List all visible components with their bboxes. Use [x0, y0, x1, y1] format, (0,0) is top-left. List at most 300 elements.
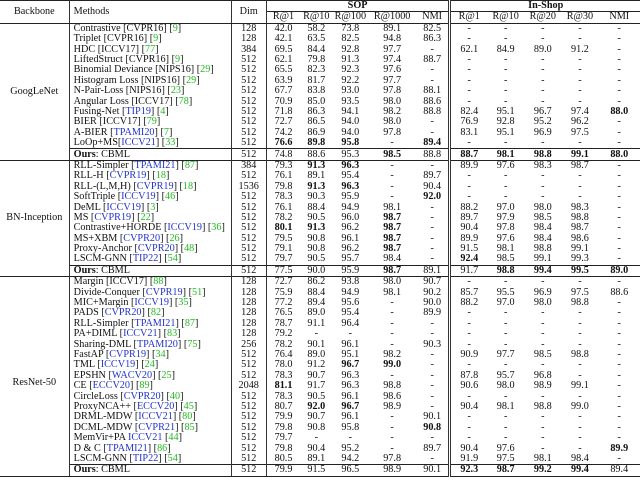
sop-value-cell: 90.7	[416, 277, 450, 288]
sop-value-cell: 74.2	[274, 126, 293, 138]
reference-link[interactable]: 75	[187, 338, 198, 350]
method-name: Divide-Conquer	[73, 286, 143, 298]
method-cell-ours	[69, 465, 231, 476]
bracket: ]	[177, 452, 182, 464]
inshop-value-cell: 90.9	[450, 350, 487, 360]
sop-value-cell: -	[430, 369, 434, 381]
inshop-value-cell: 98.1	[533, 452, 552, 464]
sop-value-cell: 95.6	[341, 297, 360, 309]
inshop-value-cell: -	[617, 137, 621, 149]
inshop-value-cell: -	[503, 33, 508, 45]
sop-value-cell: -	[390, 170, 394, 182]
venue-link[interactable]: TPAMI21	[134, 317, 176, 329]
backbone-cell: ResNet-50	[0, 277, 69, 476]
sop-value-cell: 76.1	[274, 201, 293, 213]
venue-link[interactable]: ICCV19	[121, 191, 156, 203]
dim-cell: 512	[231, 371, 266, 381]
venue-link[interactable]: TIP19	[125, 106, 151, 117]
sop-value-cell: -	[390, 297, 394, 309]
inshop-value-cell: -	[617, 348, 621, 360]
inshop-value-cell: 97.6	[487, 160, 524, 171]
sop-value-cell: 80.7	[274, 400, 293, 412]
sop-value-cell: -	[430, 74, 434, 86]
inshop-value-cell: -	[450, 360, 487, 370]
bracket: [	[165, 432, 169, 444]
sop-col-header: NMI	[416, 12, 450, 23]
dim-cell: 128	[231, 277, 266, 288]
reference-link[interactable]: 86	[157, 442, 168, 454]
venue-link[interactable]: CVPR19	[145, 286, 183, 298]
inshop-value-cell: -	[450, 138, 487, 149]
sop-value-cell: 90.8	[307, 243, 326, 255]
sop-value-cell: 90.2	[423, 286, 442, 298]
sop-value-cell: -	[390, 180, 394, 192]
sop-value-cell: -	[430, 222, 434, 234]
sop-value-cell: 90.5	[307, 211, 326, 223]
dim-cell: 128	[231, 298, 266, 308]
inshop-value-cell: 95.5	[496, 286, 515, 298]
sop-value-cell: 70.9	[274, 95, 293, 107]
bracket: [	[164, 452, 168, 464]
sop-value-cell: -	[430, 243, 434, 255]
inshop-value-cell: -	[487, 277, 524, 288]
sop-value-cell: 90.8	[423, 421, 442, 433]
sop-value-cell: 89.1	[383, 22, 402, 34]
bracket: [	[135, 380, 140, 392]
bracket: ]	[163, 276, 167, 288]
method-name: Fusing-Net	[73, 106, 123, 117]
sop-value-cell: 89.0	[307, 348, 326, 360]
sop-value-cell: -	[430, 380, 434, 392]
inshop-value-cell: -	[617, 359, 621, 371]
reference-link[interactable]: 45	[183, 400, 194, 412]
inshop-value-cell: -	[617, 95, 621, 107]
bracket: [	[120, 390, 124, 402]
venue-link[interactable]: CVPR20	[123, 232, 161, 244]
sop-value-cell: 97.8	[383, 85, 402, 97]
bracket: ]	[158, 253, 162, 265]
bracket: ]	[180, 54, 184, 66]
reference-link[interactable]: 80	[182, 411, 193, 423]
bracket: [	[143, 116, 147, 128]
inshop-value-cell: -	[541, 328, 545, 340]
dim-cell: 512	[231, 86, 266, 96]
bracket: [	[129, 452, 133, 464]
venue-link[interactable]: ECCV20	[136, 400, 175, 412]
reference-link[interactable]: 26	[169, 232, 180, 244]
bracket: ]	[157, 328, 162, 340]
reference-link[interactable]: 34	[155, 348, 166, 360]
venue-link[interactable]: TIP22	[132, 452, 159, 464]
inshop-value-cell: 97.4	[571, 106, 589, 117]
reference-link[interactable]: 77	[144, 43, 156, 55]
dim-cell: 512	[231, 433, 266, 443]
venue-link[interactable]: CVPR20	[137, 243, 175, 255]
method-name: RLL-(L,M,H)	[73, 180, 134, 192]
sop-value-cell: 72.7	[274, 116, 293, 128]
dim-cell: 512	[231, 138, 266, 149]
venue-link[interactable]: CVPR20	[104, 307, 142, 319]
inshop-value-cell: -	[578, 328, 582, 340]
reference-link[interactable]: 79	[146, 116, 157, 128]
method-name: MS	[73, 211, 91, 223]
bracket: ]	[182, 286, 187, 298]
sop-value-cell: 81.7	[307, 74, 326, 86]
dim-cell: 512	[231, 223, 266, 233]
sop-value-cell: 90.7	[307, 369, 326, 381]
bracket: ]	[177, 328, 181, 340]
reference-link[interactable]: 4	[160, 106, 166, 117]
reference-link[interactable]: 18	[155, 170, 166, 182]
bracket: ]	[146, 348, 150, 360]
bracket: [	[153, 442, 158, 454]
sop-value-cell: 80.1	[274, 222, 293, 234]
bracket: [	[141, 43, 145, 55]
inshop-value-cell: -	[450, 192, 487, 202]
venue-label: [CVPR16]	[103, 33, 148, 45]
inshop-value-cell: -	[617, 390, 621, 402]
inshop-value-cell: -	[503, 338, 508, 350]
reference-link[interactable]: 85	[184, 421, 195, 433]
method-name: RLL-H	[73, 170, 107, 182]
venue-link[interactable]: ICCV21	[138, 411, 173, 423]
reference-link[interactable]: 87	[184, 317, 195, 329]
bracket: [	[175, 95, 179, 107]
bracket: ]	[165, 348, 169, 360]
sop-value-cell: 97.8	[383, 452, 402, 464]
sop-value-cell: 98.8	[383, 380, 402, 392]
bracket: ]	[152, 369, 156, 381]
inshop-value-cell: -	[503, 180, 508, 192]
reference-link[interactable]: 54	[167, 452, 178, 464]
sop-value-cell: 90.3	[307, 191, 326, 203]
sop-value-cell: 78.7	[274, 317, 293, 329]
reference-link[interactable]: 46	[165, 191, 176, 203]
sop-value-cell: 90.5	[307, 390, 326, 402]
inshop-value-cell: 98.1	[496, 243, 515, 255]
reference-link[interactable]: 29	[186, 74, 197, 86]
venue-link[interactable]: TPAMI20	[136, 338, 178, 350]
bracket: ]	[160, 390, 164, 402]
venue-link[interactable]: TPAMI21	[134, 159, 176, 171]
inshop-value-cell: -	[541, 432, 545, 444]
sop-value-cell: 89.0	[307, 307, 326, 319]
inshop-value-cell: 91.2	[571, 43, 589, 55]
inshop-value-cell: -	[450, 319, 487, 329]
sop-value-cell: 98.5	[368, 149, 415, 160]
sop-value-cell: 97.7	[383, 74, 402, 86]
ours-method-name: : CBML	[95, 264, 130, 276]
inshop-value-cell: 84.9	[496, 43, 515, 55]
sop-value-cell: 79.8	[307, 54, 326, 66]
reference-link[interactable]: 33	[165, 137, 176, 149]
bracket: ]	[195, 317, 199, 329]
inshop-value-cell: 89.4	[599, 465, 640, 476]
sop-value-cell: 92.0	[423, 191, 442, 203]
inshop-value-cell: -	[617, 222, 621, 234]
inshop-value-cell: -	[617, 253, 621, 265]
bracket: ]	[202, 286, 206, 298]
dim-cell: 512	[231, 423, 266, 433]
bracket: [	[178, 411, 183, 423]
inshop-value-cell: -	[450, 65, 487, 75]
venue-link[interactable]: ICCV21	[123, 328, 158, 340]
venue-link[interactable]: CVPR19	[94, 211, 132, 223]
inshop-value-cell: -	[450, 433, 487, 443]
bracket: [	[137, 211, 141, 223]
inshop-value-cell: -	[617, 411, 621, 423]
venue-label: [NIPS16]	[125, 85, 165, 97]
inshop-value-cell: -	[617, 338, 621, 350]
venue-link[interactable]: CVPR20	[123, 390, 161, 402]
reference-link[interactable]: 25	[161, 369, 172, 381]
inshop-value-cell: 99.1	[533, 253, 552, 265]
bracket: [	[164, 253, 168, 265]
inshop-value-cell: 88.7	[450, 149, 487, 160]
method-cell-ours	[69, 149, 231, 160]
reference-link[interactable]: 88	[153, 276, 164, 288]
sop-value-cell: 76.4	[274, 348, 293, 360]
bracket: ]	[175, 137, 179, 149]
dim-cell: 1536	[231, 182, 266, 192]
method-name: ProxyNCA++	[73, 400, 134, 412]
method-cell-ours	[69, 265, 231, 276]
inshop-value-cell: 91.7	[450, 265, 487, 276]
sop-value-cell: 94.1	[341, 106, 360, 117]
bracket: [	[106, 170, 110, 182]
sop-value-cell: 90.1	[423, 411, 442, 423]
method-name: LiftedStruct	[73, 54, 126, 66]
reference-link[interactable]: 23	[170, 85, 181, 97]
sop-value-cell: 90.1	[307, 338, 326, 350]
bracket: [	[182, 74, 187, 86]
sop-value-cell: 79.3	[266, 160, 300, 171]
bracket: [	[156, 106, 161, 117]
bracket: ]	[197, 338, 201, 350]
bracket: ]	[175, 421, 179, 433]
reference-link[interactable]: 9	[174, 54, 181, 66]
reference-link[interactable]: 87	[184, 159, 195, 171]
inshop-value-cell: -	[503, 74, 508, 86]
inshop-value-cell: 89.9	[610, 442, 629, 454]
inshop-col-header: NMI	[599, 12, 640, 23]
inshop-value-cell: 90.4	[450, 223, 487, 233]
sop-value-cell: 90.8	[307, 232, 326, 244]
inshop-value-cell: -	[541, 421, 545, 433]
ours-method-name: : CBML	[95, 464, 130, 476]
bracket: ]	[173, 180, 177, 192]
reference-link[interactable]: 78	[178, 95, 189, 107]
reference-link[interactable]: 3	[150, 201, 156, 213]
venue-label: [ICCV17]	[97, 43, 140, 55]
reference-link[interactable]: 7	[163, 126, 169, 138]
method-name: RLL-Simpler	[73, 317, 132, 329]
sop-value-cell: 58.2	[307, 22, 326, 34]
sop-value-cell: 71.8	[274, 106, 293, 117]
inshop-value-cell: -	[450, 308, 487, 318]
sop-value-cell: -	[430, 211, 434, 223]
venue-label: [ICCV17]	[99, 116, 141, 128]
inshop-value-cell: 99.1	[571, 380, 589, 392]
reference-link[interactable]: 24	[144, 359, 155, 371]
dim-cell: 512	[231, 254, 266, 265]
venue-link[interactable]: ICCV21	[127, 432, 163, 444]
sop-value-cell: 88.4	[307, 286, 326, 298]
dim-cell: 512	[231, 65, 266, 75]
venue-link[interactable]: ICCV21	[121, 137, 156, 149]
sop-value-cell: -	[390, 369, 394, 381]
inshop-value-cell: 99.3	[571, 253, 589, 265]
bracket: ]	[155, 137, 160, 149]
bracket: ]	[165, 106, 169, 117]
inshop-value-cell: -	[524, 277, 561, 288]
reference-link[interactable]: 40	[169, 390, 181, 402]
sop-value-cell: 98.0	[368, 277, 415, 288]
sop-value-cell: 88.6	[300, 149, 332, 160]
method-name: CE	[73, 380, 90, 392]
reference-link[interactable]: 9	[172, 22, 178, 34]
inshop-value-cell: -	[503, 85, 508, 97]
reference-link[interactable]: 36	[211, 222, 222, 234]
bracket: [	[101, 307, 105, 319]
methods-header: Methods	[69, 1, 231, 24]
ours-row	[0, 465, 640, 476]
sop-value-cell: -	[390, 421, 394, 433]
bracket: ]	[210, 64, 214, 76]
inshop-value-cell: -	[450, 340, 487, 350]
venue-link[interactable]: ICCV19	[134, 297, 169, 309]
method-name: Proxy-Anchor	[73, 243, 135, 255]
sop-value-cell: 62.1	[274, 54, 293, 66]
dim-cell: 512	[231, 149, 266, 160]
reference-link[interactable]: 83	[166, 328, 178, 340]
sop-value-cell: 95.9	[341, 191, 360, 203]
venue-link[interactable]: CVPR19	[109, 348, 147, 360]
method-cell	[69, 254, 231, 265]
inshop-value-cell: -	[541, 137, 545, 149]
dim-cell: 512	[231, 107, 266, 117]
inshop-value-cell: -	[617, 297, 621, 309]
inshop-value-cell: -	[541, 33, 545, 45]
bracket: [	[89, 380, 93, 392]
sop-value-cell: 98.7	[383, 232, 402, 244]
inshop-value-cell: 88.2	[450, 298, 487, 308]
sop-value-cell: 98.1	[383, 286, 402, 298]
bracket: ]	[156, 116, 161, 128]
sop-value-cell: -	[314, 432, 318, 444]
inshop-value-cell: 98.5	[496, 253, 515, 265]
reference-link[interactable]: 51	[191, 286, 203, 298]
inshop-value-cell: 88.6	[610, 286, 629, 298]
bracket: ]	[179, 232, 184, 244]
bracket: [	[152, 348, 156, 360]
method-name: D & C	[73, 442, 104, 454]
bracket: [	[133, 338, 137, 350]
reference-link[interactable]: 18	[182, 180, 194, 192]
bracket: [	[119, 232, 124, 244]
sop-value-cell: 77.5	[266, 265, 300, 276]
inshop-value-cell: -	[578, 421, 582, 433]
reference-link[interactable]: 54	[167, 253, 178, 265]
inshop-value-cell: -	[617, 211, 621, 223]
reference-link[interactable]: 89	[139, 380, 150, 392]
sop-value-cell: -	[430, 390, 434, 402]
method-name: Contrastive+HORDE	[73, 222, 164, 234]
reference-link[interactable]: 82	[150, 307, 162, 319]
reference-link[interactable]: 35	[178, 297, 189, 309]
reference-link[interactable]: 44	[168, 432, 179, 444]
bracket: [	[180, 400, 184, 412]
inshop-value-cell: 98.7	[487, 465, 524, 476]
reference-link[interactable]: 9	[153, 33, 159, 45]
venue-link[interactable]: TIP22	[132, 253, 159, 265]
sop-value-cell: 90.3	[423, 338, 442, 350]
sop-value-cell: 98.9	[368, 465, 415, 476]
sop-value-cell: 92.8	[341, 43, 360, 55]
venue-link[interactable]: ECCV20	[92, 380, 130, 392]
venue-link[interactable]: ICCV19	[106, 201, 141, 213]
venue-link[interactable]: ICCV19	[100, 359, 136, 371]
inshop-value-cell: 90.6	[450, 381, 487, 391]
venue-link[interactable]: TPAMI20	[113, 126, 155, 138]
venue-link[interactable]: CVPR19	[109, 170, 147, 182]
venue-link[interactable]: ICCV19	[167, 222, 202, 234]
bracket: ]	[180, 390, 184, 402]
inshop-value-cell: -	[617, 33, 621, 45]
venue-link[interactable]: CVPR21	[138, 421, 176, 433]
sop-value-cell: 88.6	[423, 95, 442, 107]
inshop-value-cell: 88.2	[450, 202, 487, 212]
venue-link[interactable]: CVPR19	[136, 180, 174, 192]
venue-link[interactable]: TPAMI21	[106, 442, 148, 454]
sop-value-cell: 96.3	[341, 369, 360, 381]
inshop-value-cell: 89.0	[599, 265, 640, 276]
bracket: ]	[177, 338, 182, 350]
inshop-value-cell: 98.3	[571, 201, 589, 213]
bracket: ]	[174, 400, 178, 412]
sop-value-cell: 97.8	[383, 126, 402, 138]
sop-value-cell: 78.3	[274, 390, 293, 402]
inshop-value-cell: -	[578, 317, 582, 329]
bracket: [	[171, 54, 175, 66]
reference-link[interactable]: 29	[200, 64, 211, 76]
inshop-value-cell: 98.6	[571, 232, 589, 244]
dim-cell: 128	[231, 329, 266, 339]
dim-cell: 512	[231, 213, 266, 223]
reference-link[interactable]: 48	[184, 243, 195, 255]
bracket: ]	[195, 159, 199, 171]
inshop-value-cell: -	[503, 95, 508, 107]
inshop-col-header: R@1	[450, 12, 487, 23]
sop-value-cell: 98.2	[383, 106, 402, 117]
sop-value-cell: 63.9	[274, 74, 293, 86]
inshop-value-cell: -	[617, 43, 621, 55]
backbone-cell: BN-Inception	[0, 160, 69, 276]
bracket: ]	[165, 170, 170, 182]
sop-value-cell: 79.7	[274, 432, 293, 444]
inshop-value-cell: -	[561, 277, 598, 288]
inshop-value-cell: -	[541, 95, 545, 107]
inshop-value-cell: 91.9	[450, 454, 487, 465]
reference-link[interactable]: 22	[140, 211, 151, 223]
inshop-value-cell: 98.4	[533, 232, 552, 244]
inshop-value-cell: 90.4	[450, 402, 487, 412]
inshop-value-cell: -	[617, 317, 621, 329]
sop-value-cell: 79.8	[274, 421, 293, 433]
venue-link[interactable]: WACV20	[111, 369, 153, 381]
inshop-value-cell: -	[617, 180, 621, 192]
inshop-value-cell: -	[617, 116, 621, 128]
